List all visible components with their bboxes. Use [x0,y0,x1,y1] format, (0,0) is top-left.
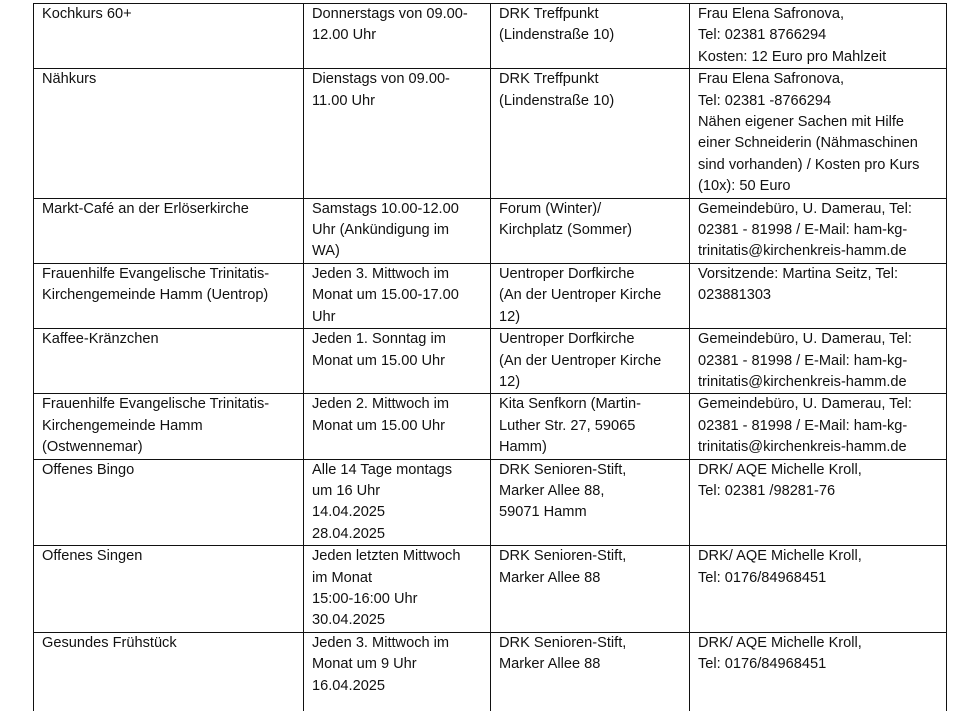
time-cell: Samstags 10.00-12.00 Uhr (Ankündigung im WA) [304,198,491,263]
activity-cell: Nähkurs [34,69,304,198]
contact-cell: Gemeindebüro, U. Damerau, Tel: 02381 - 81998 / E-Mail: ham-kg- trinitatis@kirchenkreis-hamm.de [690,329,947,394]
table-row [34,394,947,459]
contact-cell: Frau Elena Safronova, Tel: 02381 -8766294 Nähen eigener Sachen mit Hilfe einer Schneiderin (Nähmaschinen sind vorhanden) / Kosten pro Kurs (10x): 50 Euro [690,69,947,198]
contact-cell: DRK/ AQE Michelle Kroll, Tel: 0176/84968451 [690,632,947,711]
schedule-table [33,3,947,711]
table-row [34,4,947,69]
location-cell: Forum (Winter)/ Kirchplatz (Sommer) [491,198,690,263]
table-row [34,329,947,394]
time-cell: Jeden 3. Mittwoch im Monat um 15.00-17.00 Uhr [304,263,491,328]
time-cell: Jeden 2. Mittwoch im Monat um 15.00 Uhr [304,394,491,459]
contact-cell: Vorsitzende: Martina Seitz, Tel: 023881303 [690,263,947,328]
time-cell: Alle 14 Tage montags um 16 Uhr 14.04.2025 28.04.2025 [304,459,491,546]
activity-cell: Offenes Singen [34,546,304,633]
activity-cell: Offenes Bingo [34,459,304,546]
table-row [34,632,947,711]
location-cell: DRK Treffpunkt (Lindenstraße 10) [491,69,690,198]
location-cell: DRK Senioren-Stift, Marker Allee 88 [491,546,690,633]
activity-cell: Gesundes Frühstück [34,632,304,711]
table-row [34,198,947,263]
time-cell: Jeden 3. Mittwoch im Monat um 9 Uhr 16.04.2025 [304,632,491,711]
time-cell: Jeden 1. Sonntag im Monat um 15.00 Uhr [304,329,491,394]
time-cell: Dienstags von 09.00- 11.00 Uhr [304,69,491,198]
table-row [34,263,947,328]
location-cell: DRK Senioren-Stift, Marker Allee 88, 59071 Hamm [491,459,690,546]
time-cell: Donnerstags von 09.00- 12.00 Uhr [304,4,491,69]
contact-cell: Frau Elena Safronova, Tel: 02381 8766294 Kosten: 12 Euro pro Mahlzeit [690,4,947,69]
activity-cell: Markt-Café an der Erlöserkirche [34,198,304,263]
contact-cell: DRK/ AQE Michelle Kroll, Tel: 02381 /98281-76 [690,459,947,546]
contact-cell: Gemeindebüro, U. Damerau, Tel: 02381 - 81998 / E-Mail: ham-kg- trinitatis@kirchenkreis-hamm.de [690,198,947,263]
location-cell: Uentroper Dorfkirche (An der Uentroper Kirche 12) [491,329,690,394]
table-row [34,69,947,198]
contact-cell: Gemeindebüro, U. Damerau, Tel: 02381 - 81998 / E-Mail: ham-kg- trinitatis@kirchenkreis-hamm.de [690,394,947,459]
location-cell: DRK Treffpunkt (Lindenstraße 10) [491,4,690,69]
activity-cell: Kochkurs 60+ [34,4,304,69]
table-row [34,459,947,546]
activity-cell: Frauenhilfe Evangelische Trinitatis- Kirchengemeinde Hamm (Ostwennemar) [34,394,304,459]
location-cell: Kita Senfkorn (Martin- Luther Str. 27, 59065 Hamm) [491,394,690,459]
table-row [34,546,947,633]
activity-cell: Frauenhilfe Evangelische Trinitatis- Kirchengemeinde Hamm (Uentrop) [34,263,304,328]
time-cell: Jeden letzten Mittwoch im Monat 15:00-16:00 Uhr 30.04.2025 [304,546,491,633]
location-cell: Uentroper Dorfkirche (An der Uentroper Kirche 12) [491,263,690,328]
contact-cell: DRK/ AQE Michelle Kroll, Tel: 0176/84968451 [690,546,947,633]
location-cell: DRK Senioren-Stift, Marker Allee 88 [491,632,690,711]
activity-cell: Kaffee-Kränzchen [34,329,304,394]
